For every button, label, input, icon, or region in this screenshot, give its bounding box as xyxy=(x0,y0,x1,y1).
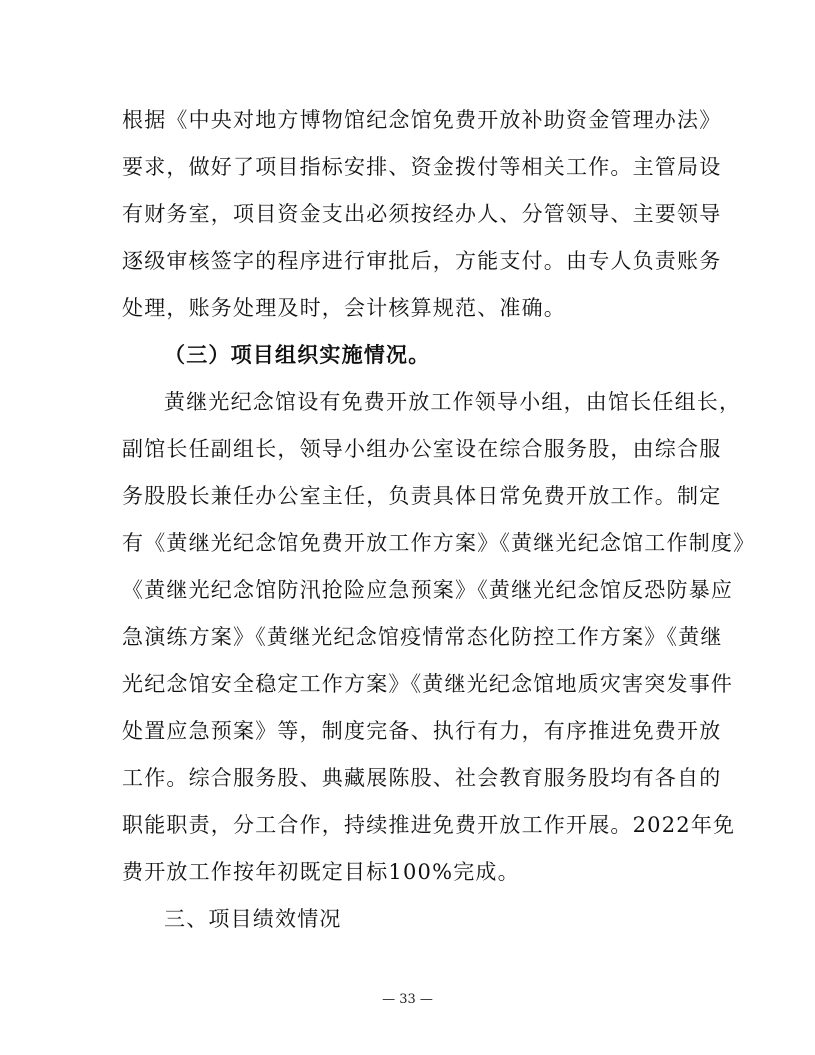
paragraph-line: 费开放工作按年初既定目标100%完成。 xyxy=(122,860,520,884)
paragraph-line: 有《黄继光纪念馆免费开放工作方案》《黄继光纪念馆工作制度》 xyxy=(122,531,756,555)
paragraph-line: 急演练方案》《黄继光纪念馆疫情常态化防控工作方案》《黄继 xyxy=(122,625,723,649)
page-number: — 33 — xyxy=(382,992,433,1007)
paragraph-line: 处置应急预案》等，制度完备、执行有力，有序推进免费开放 xyxy=(122,719,722,743)
paragraph-line: 要求，做好了项目指标安排、资金拨付等相关工作。主管局设 xyxy=(122,155,722,179)
paragraph-line: 职能职责，分工合作，持续推进免费开放工作开展。2022年免 xyxy=(122,813,736,837)
paragraph-line: 副馆长任副组长，领导小组办公室设在综合服务股，由综合服 xyxy=(122,437,722,461)
paragraph-line: 有财务室，项目资金支出必须按经办人、分管领导、主要领导 xyxy=(122,202,722,226)
paragraph-line: 根据《中央对地方博物馆纪念馆免费开放补助资金管理办法》 xyxy=(122,108,722,132)
paragraph-line: 处理，账务处理及时，会计核算规范、准确。 xyxy=(122,296,566,320)
paragraph-line: 光纪念馆安全稳定工作方案》《黄继光纪念馆地质灾害突发事件 xyxy=(122,672,734,696)
paragraph-line: 《黄继光纪念馆防汛抢险应急预案》《黄继光纪念馆反恐防暴应 xyxy=(122,578,734,602)
section-heading: （三）项目组织实施情况。 xyxy=(164,342,431,367)
chapter-heading: 三、项目绩效情况 xyxy=(164,907,342,931)
paragraph-line: 工作。综合服务股、典藏展陈股、社会教育服务股均有各自的 xyxy=(122,766,722,790)
paragraph-line: 务股股长兼任办公室主任，负责具体日常免费开放工作。制定 xyxy=(122,484,722,508)
paragraph-line: 黄继光纪念馆设有免费开放工作领导小组，由馆长任组长， xyxy=(164,390,742,414)
paragraph-line: 逐级审核签字的程序进行审批后，方能支付。由专人负责账务 xyxy=(122,249,722,273)
